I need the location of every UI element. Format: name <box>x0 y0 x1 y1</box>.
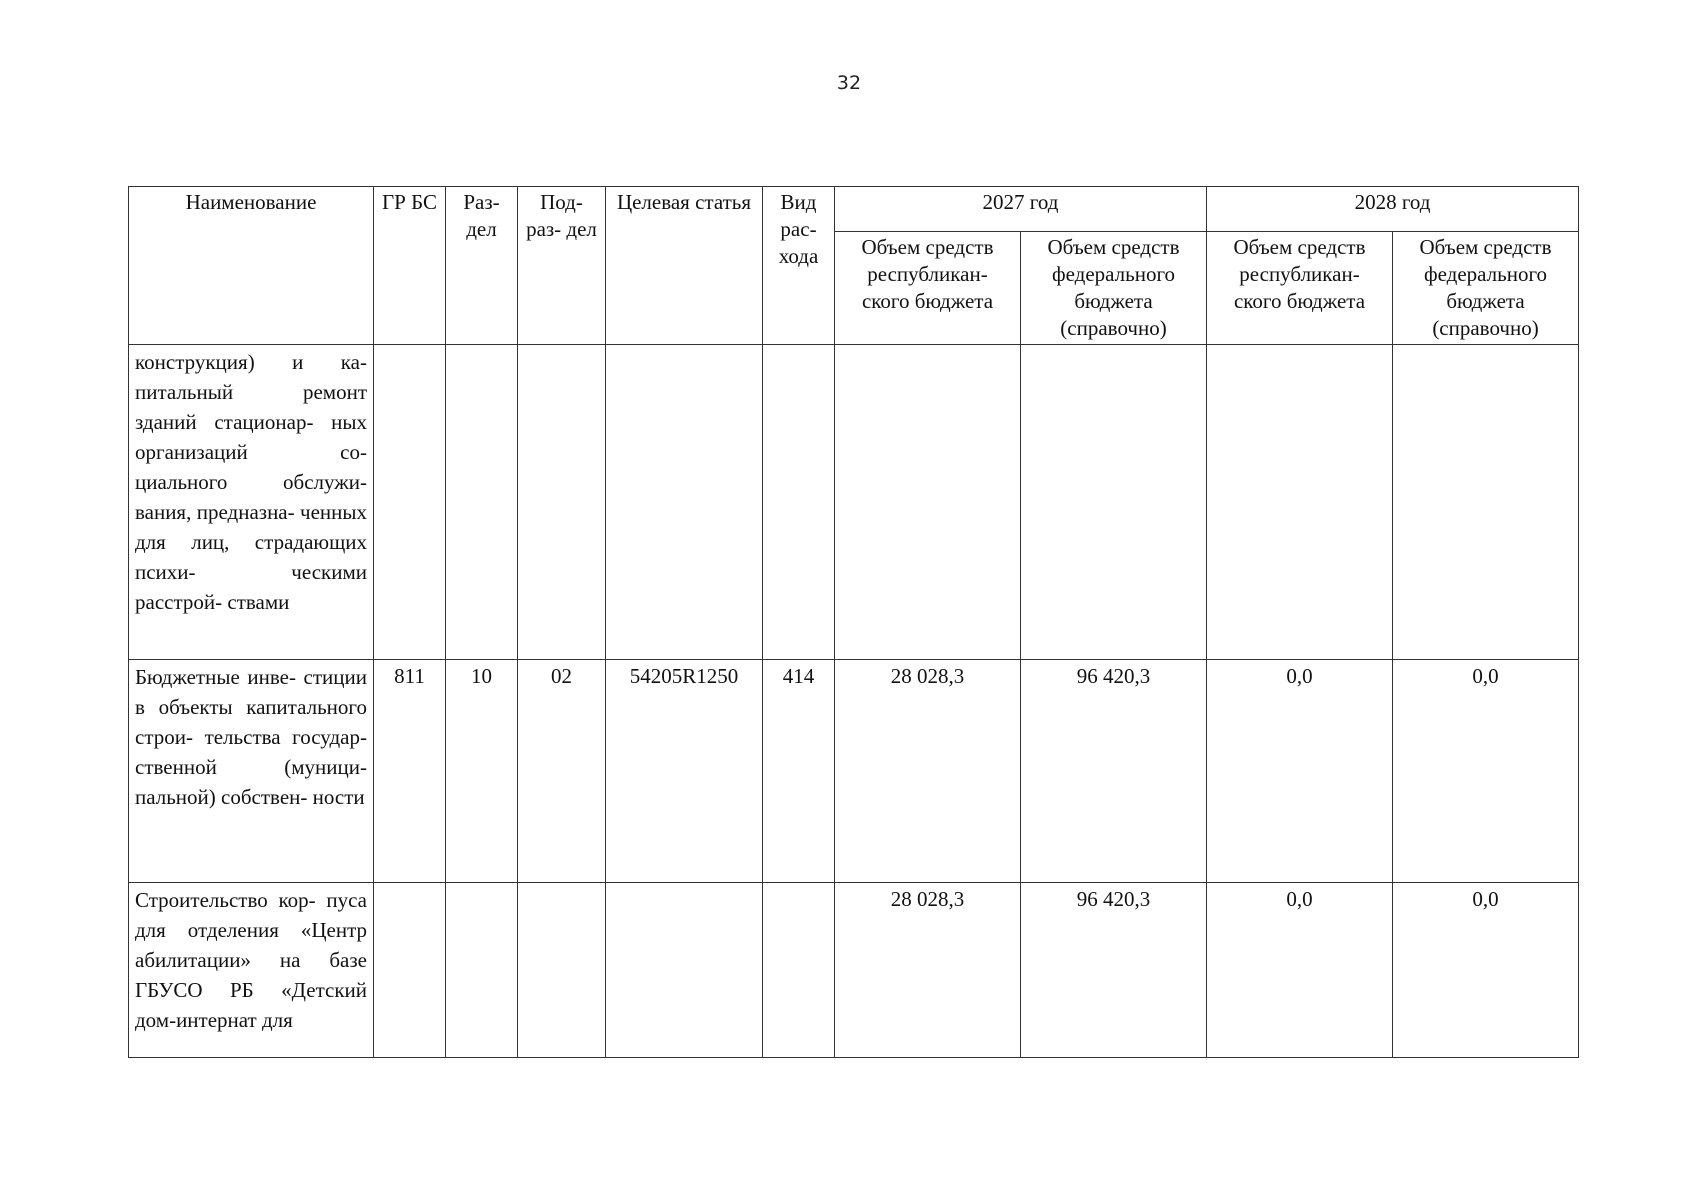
cell-podrazdel <box>518 345 606 660</box>
table-row <box>129 883 1579 1058</box>
header-2028-federal: Объем средств федерального бюджета (справочно) <box>1393 232 1579 345</box>
cell-2027-republic <box>835 345 1021 660</box>
cell-2028-federal: 0,0 <box>1393 883 1579 1058</box>
cell-podrazdel: 02 <box>518 660 606 883</box>
cell-celevaya-statya: 54205R1250 <box>606 660 763 883</box>
cell-2028-republic <box>1207 345 1393 660</box>
header-year-2027: 2027 год <box>835 187 1207 232</box>
page-number: 32 <box>836 72 862 94</box>
cell-2028-federal <box>1393 345 1579 660</box>
cell-2028-federal: 0,0 <box>1393 660 1579 883</box>
header-grbs: ГР БС <box>374 187 446 345</box>
table-row <box>129 345 1579 660</box>
header-2027-federal: Объем средств федерального бюджета (справочно) <box>1021 232 1207 345</box>
cell-vid-rashoda <box>763 345 835 660</box>
header-vid-rashoda: Вид рас- хода <box>763 187 835 345</box>
header-2027-republic: Объем средств республикан- ского бюджета <box>835 232 1021 345</box>
cell-celevaya-statya <box>606 883 763 1058</box>
cell-2027-federal <box>1021 345 1207 660</box>
cell-podrazdel <box>518 883 606 1058</box>
cell-grbs <box>374 883 446 1058</box>
cell-2027-federal: 96 420,3 <box>1021 883 1207 1058</box>
header-name: Наименование <box>129 187 374 345</box>
header-razdel: Раз- дел <box>446 187 518 345</box>
cell-name: Строительство кор- пуса для отделения «Центр абилитации» на базе ГБУСО РБ «Детский дом-интернат для <box>129 883 374 1058</box>
cell-vid-rashoda <box>763 883 835 1058</box>
cell-razdel <box>446 883 518 1058</box>
cell-2028-republic: 0,0 <box>1207 883 1393 1058</box>
cell-grbs <box>374 345 446 660</box>
cell-2027-federal: 96 420,3 <box>1021 660 1207 883</box>
cell-celevaya-statya <box>606 345 763 660</box>
cell-razdel <box>446 345 518 660</box>
header-celevaya-statya: Целевая статья <box>606 187 763 345</box>
table-row <box>129 660 1579 883</box>
cell-2027-republic: 28 028,3 <box>835 883 1021 1058</box>
cell-razdel: 10 <box>446 660 518 883</box>
cell-2027-republic: 28 028,3 <box>835 660 1021 883</box>
cell-name: Бюджетные инве- стиции в объекты капитального строи- тельства государ- ственной (муници- пальной) собствен- ности <box>129 660 374 883</box>
cell-vid-rashoda: 414 <box>763 660 835 883</box>
budget-table <box>128 186 1579 1058</box>
header-year-2028: 2028 год <box>1207 187 1579 232</box>
cell-grbs: 811 <box>374 660 446 883</box>
header-row-top <box>129 187 1579 232</box>
cell-2028-republic: 0,0 <box>1207 660 1393 883</box>
cell-name: конструкция) и ка- питальный ремонт зданий стационар- ных организаций со- циального обслужи- вания, предназна- ченных для лиц, страдающих психи- ческими расстрой- ствами <box>129 345 374 660</box>
header-2028-republic: Объем средств республикан- ского бюджета <box>1207 232 1393 345</box>
header-podrazdel: Под- раз- дел <box>518 187 606 345</box>
